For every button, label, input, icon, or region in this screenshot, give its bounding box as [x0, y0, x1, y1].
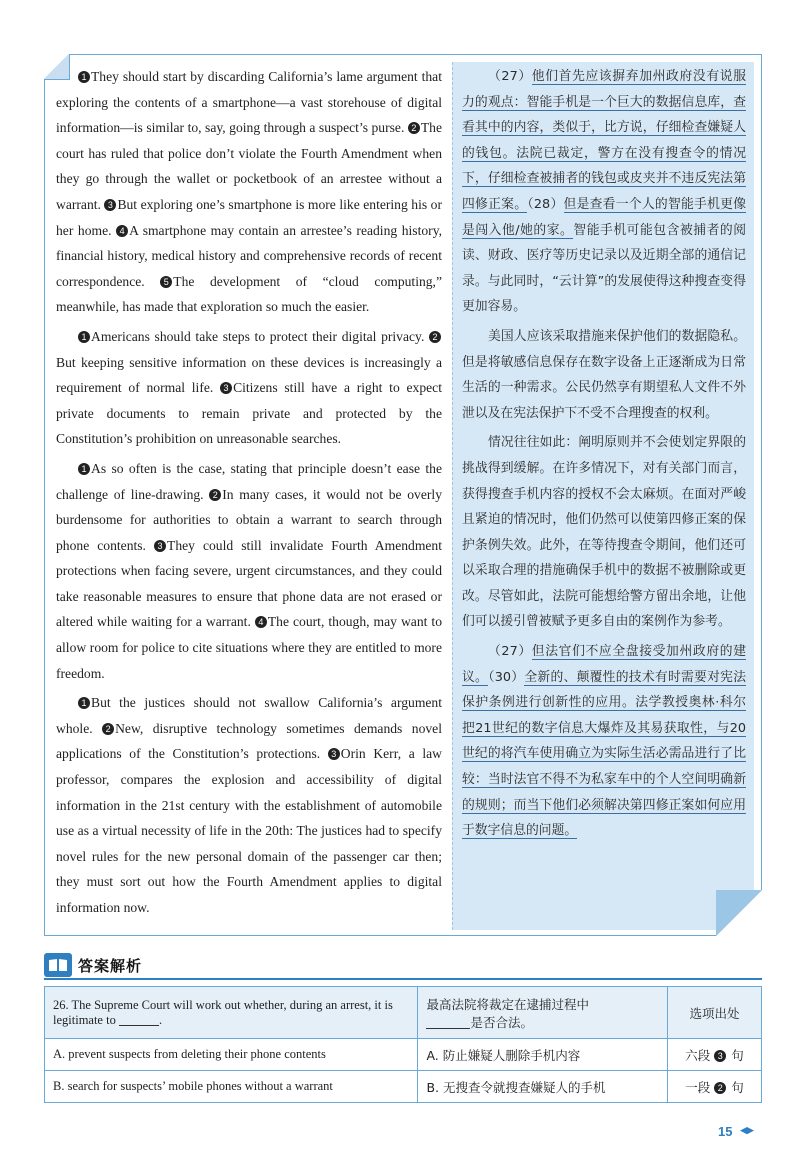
question-tag: （28） [527, 196, 564, 212]
sentence: But exploring one’s smartphone is more like entering his or her home. [56, 196, 442, 238]
question-text: . [158, 1012, 163, 1027]
sentence: New, disruptive technology sometimes demands novel applications of the Constitution’s protections. [56, 720, 442, 762]
sentence: Citizens still have a right to expect private documents to remain private and protected by the Constitution’s prohibition on unreasonable searches. [56, 380, 442, 447]
translation-paragraph [462, 64, 746, 320]
question-text: 是否合法。 [470, 1014, 533, 1030]
option-english: B. search for suspects’ mobile phones without a warrant [45, 1071, 418, 1103]
sentence: In many cases, it would not be overly burdensome for authorities to obtain a warrant to search through phone contents. [56, 486, 442, 553]
sentence: The development of “cloud computing,” meanwhile, has made that exploration so much the easier. [56, 273, 442, 315]
question-tag: （27） [488, 644, 532, 660]
chinese-translation [462, 64, 746, 844]
sentence: Americans should take steps to protect their digital privacy. [91, 328, 425, 344]
underlined-answer-text: 全新的、颠覆性的技术有时需要对宪法保护条例进行创新性的应用。法学教授奥林·科尔把21世纪的数字信息大爆炸及其易获取性，与20世纪的将汽车使用确立为实际生活必需品进行了比较：当时法官不得不为私家车中的个人空间明确新的规则；而当下他们必须解决第四修正案如何应用于数字信息的问题。 [462, 669, 747, 839]
page-corner-curl [716, 890, 762, 936]
underlined-answer-text: 但是查看一个人的智能手机更像是闯入他/她的家。 [462, 196, 746, 238]
translation-paragraph: 美国人应该采取措施来保护他们的数据隐私。但是将敏感信息保存在数字设备上正逐渐成为日常生活的一种需求。公民仍然享有期望私人文件不外泄以及在宪法保护下不受不合理搜查的权利。 [462, 328, 746, 421]
divider [44, 978, 762, 980]
option-source [668, 1039, 762, 1071]
option-source [668, 1071, 762, 1103]
graduation-cap-icon [740, 1127, 754, 1136]
sentence-marker: 2 [209, 489, 221, 501]
sentence-marker: 3 [220, 382, 232, 394]
question-english [45, 987, 418, 1039]
sentence: But keeping sensitive information on these devices is increasingly a requirement of normal life. [56, 354, 442, 396]
sentence-marker: 4 [255, 616, 267, 628]
paragraph [56, 690, 442, 920]
question-chinese [418, 987, 668, 1039]
answer-section-title: 答案解析 [78, 956, 143, 975]
sentence-marker: 2 [408, 122, 420, 134]
book-icon [44, 953, 72, 977]
sentence: The court, though, may want to allow room for police to cite situations where they are entitled to more freedom. [56, 614, 442, 681]
source-paragraph: 六段 [685, 1047, 711, 1063]
sentence: They could still invalidate Fourth Amendment protections when facing severe, urgent circumstances, and they could take reasonable measures to ensure that phone data are not erased or altered while waiting for a warrant. [56, 537, 443, 630]
sentence-marker: 1 [78, 697, 90, 709]
answer-section-header [44, 952, 142, 978]
column-header: 选项出处 [668, 987, 762, 1039]
sentence: The court has ruled that police don’t violate the Fourth Amendment when they go through the wallet or pocketbook of an arrestee without a warrant. [56, 120, 442, 212]
sentence-marker: 3 [714, 1050, 726, 1062]
sentence-marker: 4 [116, 225, 128, 237]
page-number: 15 [718, 1124, 733, 1139]
translation-paragraph: 情况往往如此：阐明原则并不会使划定界限的挑战得到缓解。在许多情况下，对有关部门而言，获得搜查手机内容的授权不会太麻烦。在面对严峻且紧迫的情况时，他们仍然可以使第四修正案的保护条例失效。此外，在等待搜查令期间，他们还可以采取合理的措施确保手机中的数据不被删除或更改。尽管如此，法院可能想给警方留出余地，让他们可以援引曾被赋予更多自由的案例作为参考。 [462, 435, 746, 630]
underlined-answer-text: 但法官们不应全盘接受加州政府的建议。 [462, 644, 746, 685]
paragraph [56, 64, 442, 320]
sentence-marker: 1 [78, 331, 90, 343]
sentence-marker: 1 [78, 463, 90, 475]
sentence-marker: 2 [102, 723, 114, 735]
sentence-marker: 3 [104, 199, 116, 211]
answer-blank [119, 1014, 159, 1026]
answer-table [44, 986, 762, 1103]
question-tag: （30） [488, 669, 525, 685]
question-text: 最高法院将裁定在逮捕过程中 [426, 996, 589, 1012]
underlined-answer-text: 他们首先应该摒弃加州政府没有说服力的观点：智能手机是一个巨大的数据信息库，查看其中的内容，类似于，比方说，仔细检查嫌疑人的钱包。法院已裁定，警方在没有搜查令的情况下，仔细检查被捕者的钱包或皮夹并不违反宪法第四修正案。 [462, 69, 746, 212]
sentence: As so often is the case, stating that principle doesn’t ease the challenge of line-drawing. [56, 460, 442, 502]
source-paragraph: 一段 [685, 1079, 711, 1095]
book-icon-shape [48, 958, 68, 972]
option-chinese: B. 无搜查令就搜查嫌疑人的手机 [418, 1071, 668, 1103]
sentence-marker: 5 [160, 276, 172, 288]
table-row [45, 1039, 762, 1071]
question-text: 26. The Supreme Court will work out whether, during an arrest, it is legitimate to [53, 997, 393, 1027]
sentence: They should start by discarding California’s lame argument that exploring the contents of a smartphone—a vast storehouse of digital information—is similar to, say, going through a suspect’s purse. [56, 69, 442, 136]
sentence: Orin Kerr, a law professor, compares the explosion and accessibility of digital information in the 21st century with the establishment of automobile use as a virtual necessity of life in the 20th: The justices had to specify novel rules for the new personal domain of the passenger car then; they must sort out how the Fourth Amendment applies to digital information now. [56, 746, 442, 915]
answer-blank [426, 1017, 470, 1029]
sentence-marker: 3 [154, 540, 166, 552]
question-tag: （27） [488, 69, 532, 84]
english-passage [56, 64, 442, 921]
option-english: A. prevent suspects from deleting their phone contents [45, 1039, 418, 1071]
translation-text: 智能手机可能包含被捕者的阅读、财政、医疗等历史记录以及近期全部的通信记录。与此同时，“云计算”的发展使得这种搜查变得更加容易。 [462, 222, 747, 315]
sentence: But the justices should not swallow California’s argument whole. [56, 695, 442, 736]
sentence-marker: 2 [714, 1082, 726, 1094]
sentence-marker: 1 [78, 71, 90, 83]
source-sentence: 句 [731, 1047, 744, 1063]
table-row [45, 987, 762, 1039]
table-row [45, 1071, 762, 1103]
translation-paragraph [462, 639, 746, 844]
sentence-marker: 2 [429, 331, 441, 343]
source-sentence: 句 [731, 1079, 744, 1095]
sentence-marker: 3 [328, 748, 340, 760]
sentence: A smartphone may contain an arrestee’s reading history, financial history, medical history and comprehensive records of recent correspondence. [56, 222, 443, 289]
paragraph [56, 456, 442, 686]
option-chinese: A. 防止嫌疑人删除手机内容 [418, 1039, 668, 1071]
paragraph [56, 324, 442, 452]
